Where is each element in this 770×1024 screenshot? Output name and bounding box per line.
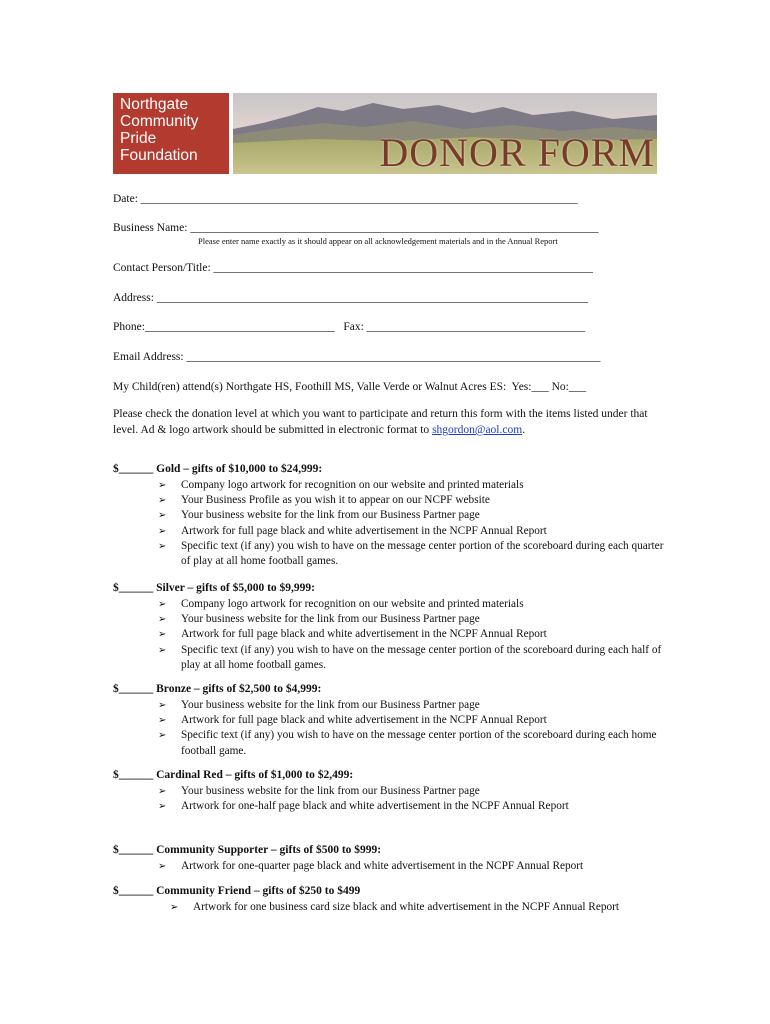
level-items-bronze [158,698,668,759]
list-item: ➢ Your business website for the link from our Business Partner page [158,508,668,523]
list-item: ➢ Artwork for one-half page black and white advertisement in the NCPF Annual Report [158,799,668,814]
arrowhead-bullet-icon: ➢ [158,629,167,641]
instructions-paragraph [113,406,658,438]
list-item: ➢ Artwork for one-quarter page black and white advertisement in the NCPF Annual Report [158,859,668,874]
business-name-field[interactable]: Business Name: _______________________________________________________________________ [113,222,599,234]
children-attend-field[interactable]: My Child(ren) attend(s) Northgate HS, Foothill MS, Valle Verde or Walnut Acres ES: Yes:___ No:___ [113,381,587,393]
address-field[interactable]: Address: ___________________________________________________________________________ [113,292,589,304]
arrowhead-bullet-icon: ➢ [158,786,167,797]
arrowhead-bullet-icon: ➢ [158,495,167,507]
arrowhead-bullet-icon: ➢ [158,730,167,742]
arrowhead-bullet-icon: ➢ [158,599,167,610]
instructions-text: Please check the donation level at which you want to participate and return this form with the items listed under that level. Ad & logo artwork should be submitted in electronic format to [113,408,648,436]
level-items-community-friend [170,900,680,915]
arrowhead-bullet-icon: ➢ [158,715,167,727]
level-items-gold [158,478,668,569]
list-item: ➢ Specific text (if any) you wish to have on the message center portion of the scoreboard during each half of play at all home football games. [158,643,662,671]
banner-title: DONOR FORM [379,130,655,174]
arrowhead-bullet-icon: ➢ [158,644,167,656]
arrowhead-bullet-icon: ➢ [158,614,167,626]
arrowhead-bullet-icon: ➢ [158,801,167,813]
instructions-end: . [522,424,526,436]
list-item: ➢ Your business website for the link from our Business Partner page [158,698,668,713]
level-items-community-supporter [158,859,668,874]
list-item: ➢ Your business website for the link from our Business Partner page [158,612,668,627]
logo-line: Pride [120,130,157,147]
level-items-cardinal-red [158,784,668,814]
foundation-logo [113,93,229,174]
level-heading-gold[interactable]: $______ Gold – gifts of $10,000 to $24,999: [113,463,323,475]
list-item: ➢ Specific text (if any) you wish to have on the message center portion of the scoreboard during each home football game. [158,729,657,757]
arrowhead-bullet-icon: ➢ [158,525,167,537]
level-heading-community-supporter[interactable]: $______ Community Supporter – gifts of $500 to $999: [113,844,382,856]
list-item: ➢ Artwork for full page black and white advertisement in the NCPF Annual Report [158,524,668,539]
logo-line: Foundation [120,147,198,164]
arrowhead-bullet-icon: ➢ [158,540,167,552]
date-field[interactable]: Date: ____________________________________________________________________________ [113,193,578,205]
list-item: ➢ Your business website for the link from our Business Partner page [158,784,668,799]
phone-fax-field[interactable]: Phone:_________________________________ Fax: ______________________________________ [113,321,586,333]
logo-line: Northgate [120,96,189,113]
level-heading-bronze[interactable]: $______ Bronze – gifts of $2,500 to $4,999: [113,683,322,695]
landscape-banner [233,93,657,174]
list-item: ➢ Your Business Profile as you wish it to appear on our NCPF website [158,493,668,508]
level-heading-silver[interactable]: $______ Silver – gifts of $5,000 to $9,999: [113,582,315,594]
list-item: ➢ Artwork for full page black and white advertisement in the NCPF Annual Report [158,713,668,728]
level-heading-community-friend[interactable]: $______ Community Friend – gifts of $250 to $499 [113,885,361,897]
arrowhead-bullet-icon: ➢ [170,902,179,913]
list-item: ➢ Artwork for one business card size black and white advertisement in the NCPF Annual Report [170,900,680,915]
arrowhead-bullet-icon: ➢ [158,700,167,711]
email-address-field[interactable]: Email Address: ________________________________________________________________________ [113,351,601,363]
submission-email-link[interactable]: shgordon@aol.com [432,424,523,436]
list-item: ➢ Company logo artwork for recognition on our website and printed materials [158,478,668,493]
arrowhead-bullet-icon: ➢ [158,861,167,872]
arrowhead-bullet-icon: ➢ [158,510,167,522]
list-item: ➢ Artwork for full page black and white advertisement in the NCPF Annual Report [158,627,668,642]
arrowhead-bullet-icon: ➢ [158,480,167,491]
level-items-silver [158,597,668,673]
level-heading-cardinal-red[interactable]: $______ Cardinal Red – gifts of $1,000 to $2,499: [113,769,354,781]
logo-line: Community [120,113,199,130]
list-item: ➢ Specific text (if any) you wish to have on the message center portion of the scoreboard during each quarter of play at all home football games. [158,539,664,568]
list-item: ➢ Company logo artwork for recognition on our website and printed materials [158,597,668,612]
business-name-note: Please enter name exactly as it should appear on all acknowledgement materials and in the Annual Report [198,236,558,246]
contact-person-field[interactable]: Contact Person/Title: __________________________________________________________________ [113,262,594,274]
